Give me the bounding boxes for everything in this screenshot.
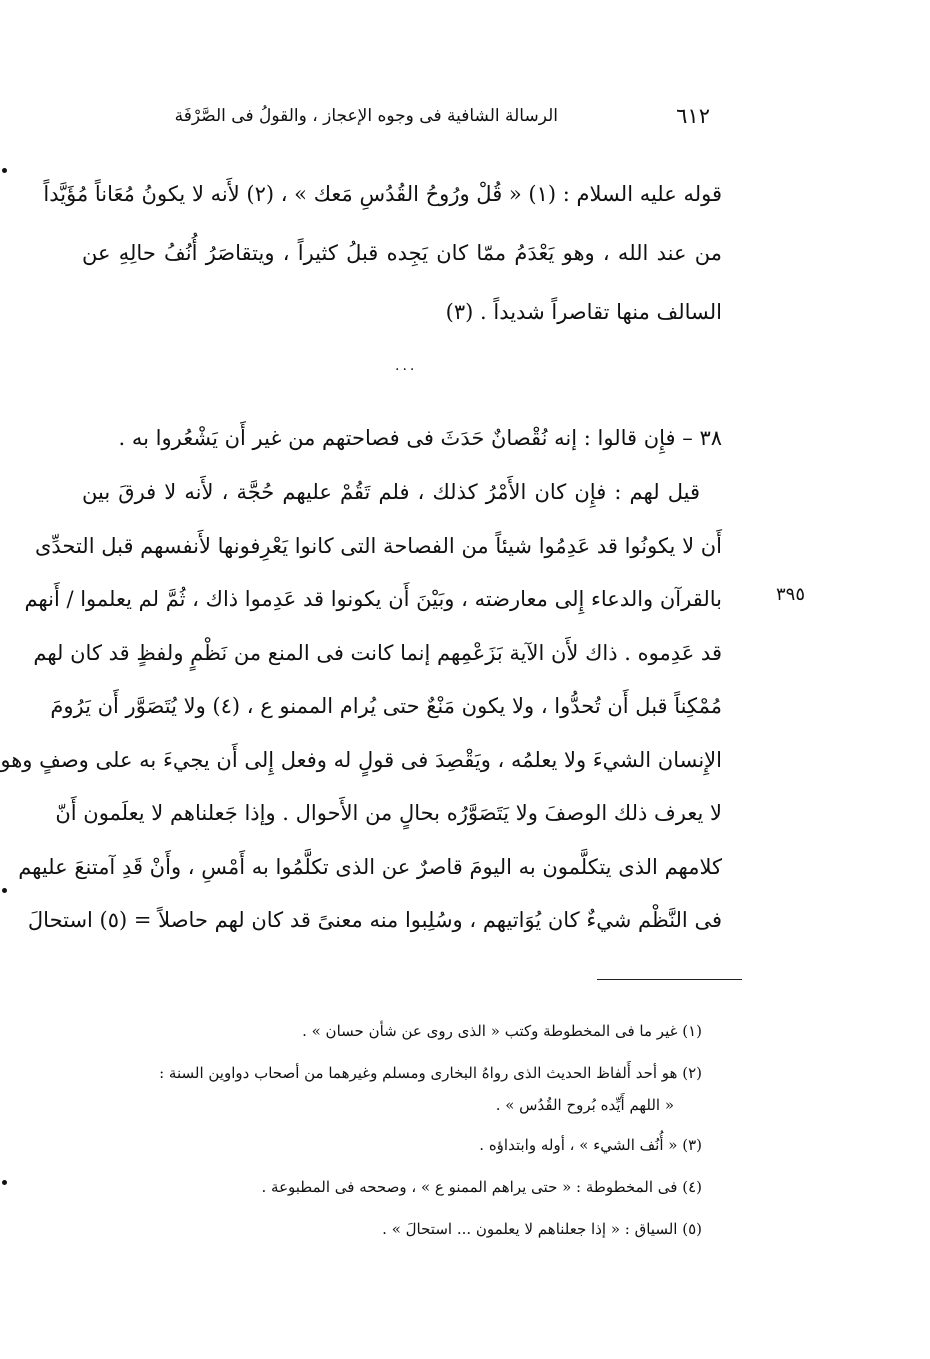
paragraph-2 <box>0 466 722 948</box>
text-line: قوله عليه السلام : (١) « قُلْ ورُوحُ القُدُسِ مَعك » ، (٢) لأَنه لا يكونُ مُعَاناً مُؤَيَّداً <box>43 182 722 206</box>
text-line: أَن لا يكونُوا قد عَدِمُوا شيئاً من الفصاحة التى كانوا يَعْرِفونها لأَنفسهم قبل التحدِّى <box>34 533 722 558</box>
footnote-4: (٤) فى المخطوطة : « حتى يراهم الممنو ع » ، وصححه فى المطبوعة . <box>261 1178 702 1196</box>
footnote-1: (١) غير ما فى المخطوطة وكتب « الذى روى عن شأن حسان » . <box>302 1022 702 1040</box>
footnote-5: (٥) السياق : « إذا جعلناهم لا يعلمون ... استحالَ » . <box>382 1220 702 1238</box>
text-line: قد عَدِموه . ذاك لأَن الآية بَزَعْمِهم إنما كانت فى المنع من نَظْمٍ ولفظٍ قد كان لهم <box>33 640 722 665</box>
footnote-rule <box>597 979 742 980</box>
section-38-heading <box>82 410 722 466</box>
section-separator: ... <box>395 358 418 374</box>
margin-page-reference: ٣٩٥ <box>776 584 806 605</box>
text-line: قيل لهم : فإِن كان الأَمْرُ كذلك ، فلم تَقُمْ عليهم حُجَّة ، لأَنه لا فرقَ بين <box>82 480 700 504</box>
text-line: من عند الله ، وهو يَعْدَمُ ممّا كان يَجِده قبلُ كثيراً ، ويتقاصَرُ أُنُفُ حالِهِ عن <box>82 241 722 265</box>
running-title: الرسالة الشافية فى وجوه الإعجاز ، والقولُ فى الصَّرْفَة <box>174 106 558 126</box>
text-line: مُمْكِناً قبل أَن تُحدُّوا ، ولا يكون مَنْعٌ حتى يُرام الممنو ع ، (٤) ولا يُتَصَوَّر أَن يَرُومَ <box>50 694 722 718</box>
footnote-3: (٣) « أُنُف الشيء » ، أوله وابتداؤه . <box>479 1136 702 1154</box>
scan-edge-mark <box>2 168 7 173</box>
text-line: السالف منها تقاصراً شديداً . (٣) <box>445 300 722 324</box>
scan-edge-mark <box>2 1180 7 1185</box>
footnotes <box>82 1017 702 1251</box>
page-header <box>174 104 710 132</box>
text-line: ٣٨ – فإِن قالوا : إنه نُقْصانٌ حَدَثَ فى فصاحتهم من غير أَن يَشْعُروا به . <box>118 426 722 450</box>
scan-edge-mark <box>2 888 7 893</box>
text-line: بالقرآن والدعاء إِلى معارضته ، وبَيْنَ أَن يكونوا قد عَدِموا ذاك ، ثُمَّ لم يعلموا / أَنهم <box>24 587 722 611</box>
footnote-2-continued: « اللهم أَيِّده بُروح القُدُس » . <box>495 1096 674 1114</box>
text-line: كلامهم الذى يتكلَّمون به اليومَ قاصرٌ عن الذى تكلَّمُوا به أَمْسِ ، وأَنْ قَدِ آمتنعَ عليهم <box>18 854 722 879</box>
text-line: الإِنسان الشيءَ ولا يعلمُه ، ويَقْصِدَ فى قولٍ له وفعل إِلى أَن يجيءَ به على وصفٍ وهو <box>0 747 722 772</box>
text-line: لا يعرف ذلك الوصفَ ولا يَتَصَوَّرُه بحالٍ من الأَحوال . وإذا جَعلناهم لا يعلَمون أَنّ <box>55 801 722 825</box>
page-number: ٦١٢ <box>676 104 710 128</box>
paragraph-1 <box>43 165 722 342</box>
footnote-2: (٢) هو أحد أَلفاظ الحديث الذى رواهُ البخارى ومسلم وغيرهما من أصحاب دواوين السنة : <box>159 1064 702 1082</box>
text-line: فى النَّظْم شيءٌ كان يُوَاتيهم ، وسُلِبوا منه معنىً قد كان لهم حاصلاً = (٥) استحالَ <box>27 908 722 932</box>
